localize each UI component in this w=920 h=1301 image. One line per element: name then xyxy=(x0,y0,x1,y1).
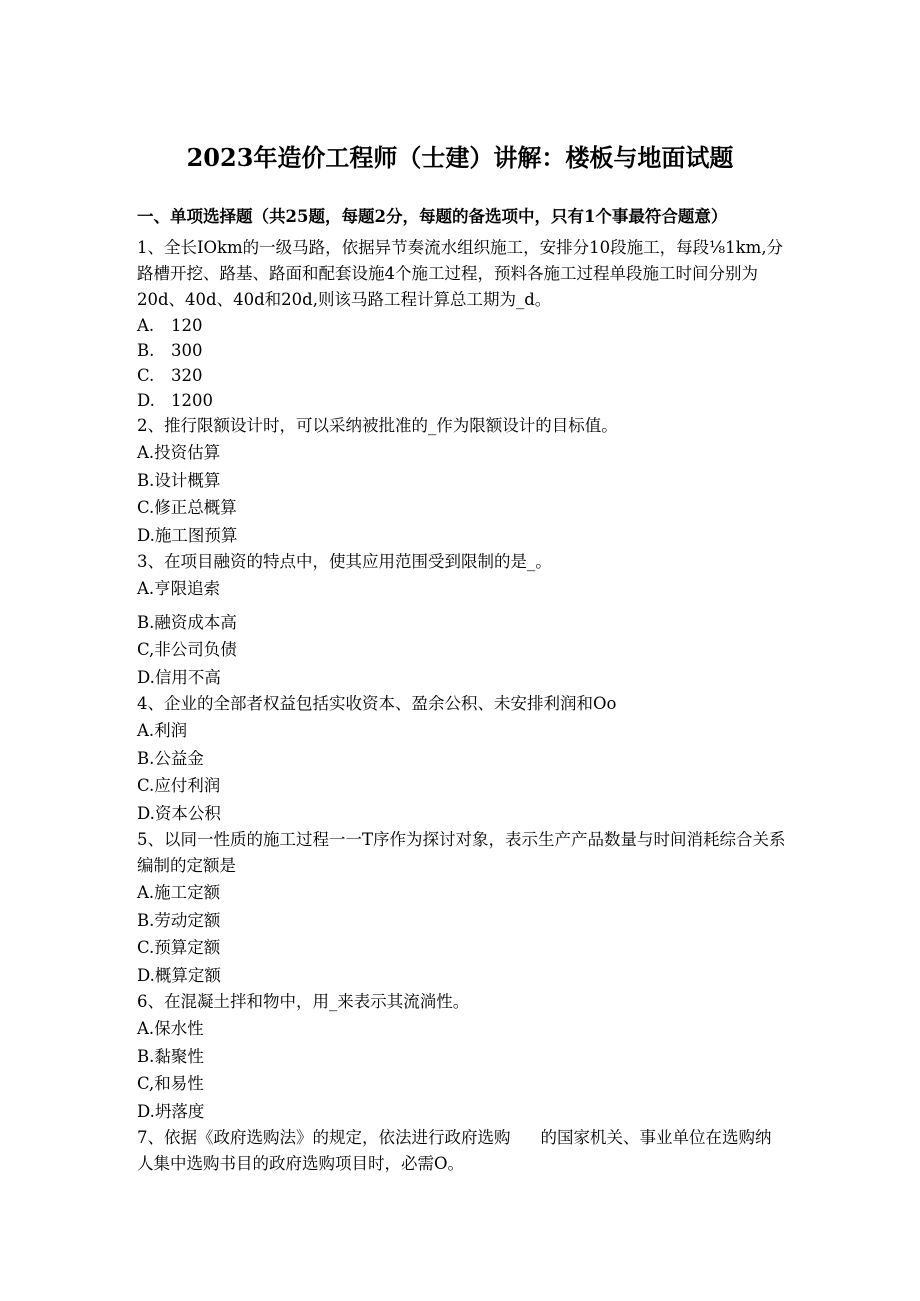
option-key: A. xyxy=(137,316,155,335)
option-text: 概算定额 xyxy=(154,965,221,985)
option-key: D. xyxy=(137,1101,155,1121)
question-2 xyxy=(137,413,787,549)
question-6 xyxy=(137,989,787,1125)
option-key: C. xyxy=(137,366,155,385)
option-a xyxy=(137,1015,787,1043)
option-text: 亨限追索 xyxy=(154,579,221,598)
document-body xyxy=(137,205,787,1177)
option-text: 非公司负债 xyxy=(154,640,237,659)
option-b xyxy=(137,467,787,495)
option-text: 施工定额 xyxy=(154,883,221,902)
question-stem: 2、推行限额设计时，可以采纳被批准的_作为限额设计的目标值。 xyxy=(137,416,618,435)
option-key: B. xyxy=(137,470,155,490)
option-key: C. xyxy=(137,498,155,517)
question-stem-part: 的国家机关、事业单位在选购纳人集中选购书目的政府选购项目时，必需O。 xyxy=(137,1128,772,1173)
option-key: B. xyxy=(137,341,155,360)
option-c xyxy=(137,363,787,388)
option-d xyxy=(137,664,787,692)
option-a xyxy=(137,439,787,467)
option-b xyxy=(137,1043,787,1071)
section-heading: 一、单项选择题（共25题，每题2分，每题的备选项中，只有1个事最符合题意） xyxy=(137,207,728,226)
option-key: C, xyxy=(137,1074,155,1093)
option-b xyxy=(137,609,787,637)
option-text: 修正总概算 xyxy=(154,498,237,517)
option-text: 融资成本高 xyxy=(154,612,237,632)
option-key: B. xyxy=(137,910,155,930)
option-text: 信用不高 xyxy=(154,667,221,687)
option-key: B. xyxy=(137,748,155,768)
option-key: A. xyxy=(137,1019,155,1038)
option-c xyxy=(137,494,787,522)
question-5 xyxy=(137,827,787,989)
option-key: C, xyxy=(137,640,155,659)
option-text: 资本公积 xyxy=(154,803,221,823)
question-stem-part: 7、依据《政府选购法》的规定，依法进行政府选购 xyxy=(137,1128,511,1147)
option-text: 坍落度 xyxy=(154,1101,205,1121)
option-text: 120 xyxy=(171,316,203,335)
option-key: A. xyxy=(137,883,155,902)
question-stem: 5、以同一性质的施工过程一一T序作为探讨对象，表示生产产品数量与时间消耗综合关系编制的定额是 xyxy=(137,830,786,875)
option-d xyxy=(137,1098,787,1126)
option-a xyxy=(137,879,787,907)
page-title: 2023年造价工程师（士建）讲解：楼板与地面试题 xyxy=(186,143,734,172)
option-key: D. xyxy=(137,525,155,545)
option-key: C. xyxy=(137,776,155,795)
option-text: 和易性 xyxy=(154,1074,204,1093)
option-text: 投资估算 xyxy=(154,443,221,462)
option-text: 黏聚性 xyxy=(154,1046,204,1066)
option-key: B. xyxy=(137,612,155,632)
option-text: 公益金 xyxy=(154,748,204,768)
option-text: 施工图预算 xyxy=(154,525,238,545)
question-4 xyxy=(137,691,787,827)
option-text: 300 xyxy=(171,341,203,360)
option-b xyxy=(137,745,787,773)
question-stem: 6、在混凝土拌和物中，用_来表示其流淌性。 xyxy=(137,992,470,1011)
option-a xyxy=(137,717,787,745)
option-d xyxy=(137,522,787,550)
option-text: 劳动定额 xyxy=(154,910,221,930)
option-c xyxy=(137,636,787,664)
option-key: A. xyxy=(137,443,155,462)
question-stem: 1、全长IOkm的一级马路，依据异节奏流水组织施工，安排分10段施工，每段⅛1km,分路槽开挖、路基、路面和配套设施4个施工过程，预料各施工过程单段施工时间分别为20d、40d、40d和20d,则该马路工程计算总工期为_d。 xyxy=(137,238,784,309)
question-7 xyxy=(137,1125,787,1177)
question-stem xyxy=(137,1125,787,1177)
option-text: 设计概算 xyxy=(154,470,221,490)
option-text: 320 xyxy=(171,366,203,385)
option-b xyxy=(137,338,787,363)
option-text: 预算定额 xyxy=(154,938,221,957)
option-key: D. xyxy=(137,965,155,985)
question-stem: 3、在项目融资的特点中，使其应用范围受到限制的是_。 xyxy=(137,552,552,571)
option-d xyxy=(137,800,787,828)
option-key: B. xyxy=(137,1046,155,1066)
option-a xyxy=(137,575,787,603)
option-text: 应付利润 xyxy=(154,776,221,795)
option-key: D. xyxy=(137,667,155,687)
option-key: A. xyxy=(137,579,155,598)
option-key: D. xyxy=(137,391,155,410)
option-key: C. xyxy=(137,938,155,957)
option-c xyxy=(137,1070,787,1098)
option-c xyxy=(137,934,787,962)
option-d xyxy=(137,388,787,413)
option-text: 保水性 xyxy=(154,1019,204,1038)
option-d xyxy=(137,962,787,990)
question-stem: 4、企业的全部者权益包括实收资本、盈余公积、未安排利润和Oo xyxy=(137,694,617,713)
option-text: 1200 xyxy=(171,391,213,410)
option-b xyxy=(137,907,787,935)
option-key: A. xyxy=(137,721,155,740)
question-1 xyxy=(137,235,787,413)
question-3 xyxy=(137,549,787,691)
option-c xyxy=(137,772,787,800)
option-text: 利润 xyxy=(154,721,188,740)
option-key: D. xyxy=(137,803,155,823)
option-a xyxy=(137,313,787,338)
